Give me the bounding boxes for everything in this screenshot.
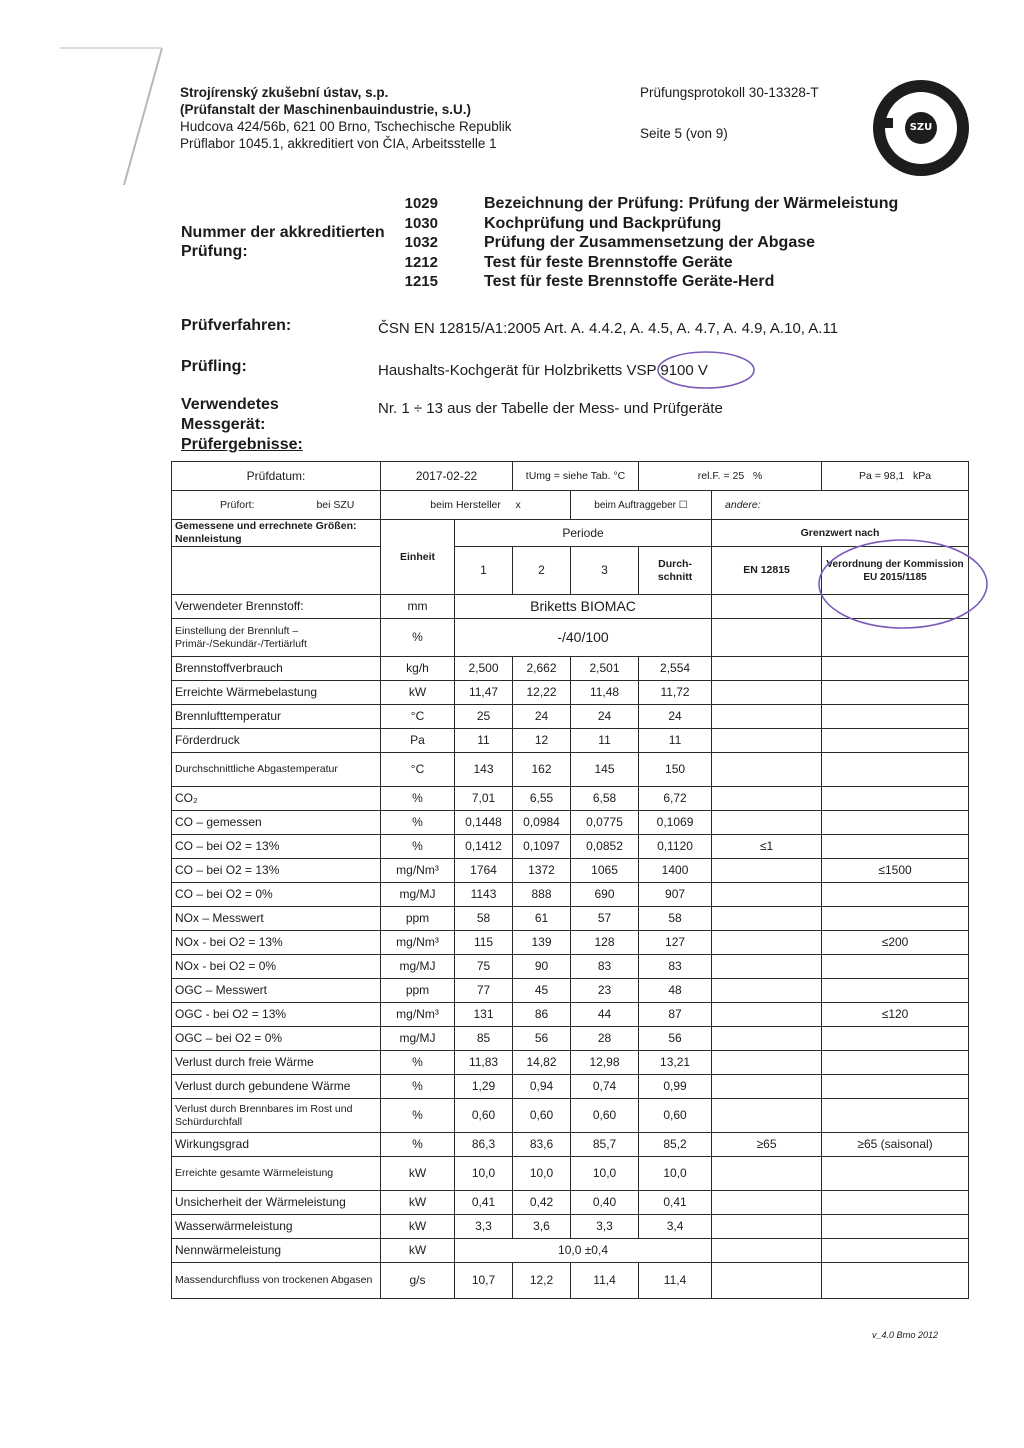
row-period-3: 0,74 [571,1075,639,1099]
ambient-temp: tUmg = siehe Tab. °C [513,462,639,491]
row-unit: ppm [381,979,455,1003]
row-period-2: 83,6 [513,1133,571,1157]
szu-logo [873,80,969,176]
row-period-3: 128 [571,931,639,955]
row-limit-eu [822,1027,969,1051]
row-unit: mg/MJ [381,955,455,979]
row-limit-en [712,1075,822,1099]
row-limit-en [712,1051,822,1075]
row-period-3: 11,48 [571,681,639,705]
row-limit-en [712,657,822,681]
row-period-3: 6,58 [571,787,639,811]
row-period-1: 0,1412 [455,835,513,859]
method-value: ČSN EN 12815/A1:2005 Art. A. 4.4.2, A. 4.5, A. 4.7, A. 4.9, A.10, A.11 [378,320,839,337]
row-limit-en [712,1099,822,1133]
massflow-p3: 11,4 [571,1263,639,1299]
institute-name: Strojírenský zkušební ústav, s.p. [180,85,389,100]
row-period-3: 0,0852 [571,835,639,859]
table-row [172,753,969,787]
row-name: Wasserwärmeleistung [172,1215,381,1239]
row-name: Durchschnittliche Abgastemperatur [172,753,381,787]
table-row [172,1191,969,1215]
place-client: beim Auftraggeber ☐ [571,491,712,520]
row-limit-en [712,705,822,729]
row-limit-eu [822,1215,969,1239]
row-name: Verlust durch Brennbares im Rost und Schürdurchfall [172,1099,381,1133]
date-label: Prüfdatum: [172,462,381,491]
row-average: 11 [639,729,712,753]
row-limit-en [712,931,822,955]
row-unit: kW [381,681,455,705]
row-limit-en [712,1191,822,1215]
row-period-3: 10,0 [571,1157,639,1191]
row-average: 3,4 [639,1215,712,1239]
row-period-1: 7,01 [455,787,513,811]
table-row [172,705,969,729]
row-average: 127 [639,931,712,955]
logo-text: SZU [905,112,937,144]
device-value: Nr. 1 ÷ 13 aus der Tabelle der Mess- und Prüfgeräte [378,400,723,417]
accredited-names [484,194,898,292]
row-limit-en: ≤1 [712,835,822,859]
protocol-number: Prüfungsprotokoll 30-13328-T [640,85,819,100]
row-unit: °C [381,705,455,729]
row-name: Verlust durch freie Wärme [172,1051,381,1075]
table-row [172,811,969,835]
row-unit: % [381,811,455,835]
date-value: 2017-02-22 [381,462,513,491]
place-manufacturer: beim Hersteller x [381,491,571,520]
row-period-3: 690 [571,883,639,907]
row-limit-en [712,1215,822,1239]
institute-block [180,84,511,152]
row-name: Erreichte Wärmebelastung [172,681,381,705]
row-limit-eu: ≥65 (saisonal) [822,1133,969,1157]
row-limit-eu [822,1099,969,1133]
row-limit-eu [822,1051,969,1075]
row-limit-eu [822,729,969,753]
row-period-2: 139 [513,931,571,955]
row-period-3: 44 [571,1003,639,1027]
row-period-2: 10,0 [513,1157,571,1191]
row-limit-en [712,1157,822,1191]
row-period-3: 0,60 [571,1099,639,1133]
row-unit: % [381,1099,455,1133]
row-period-3: 24 [571,705,639,729]
test-name-5: Test für feste Brennstoffe Geräte-Herd [484,273,775,291]
row-limit-eu: ≤120 [822,1003,969,1027]
row-average: 58 [639,907,712,931]
row-average: 83 [639,955,712,979]
nominal-label: Nennwärmeleistung [172,1239,381,1263]
row-limit-eu [822,907,969,931]
test-name-4: Test für feste Brennstoffe Geräte [484,253,733,271]
lab-accreditation: Prüflabor 1045.1, akkreditiert von ČIA, Arbeitsstelle 1 [180,136,497,151]
row-unit: % [381,1133,455,1157]
place-label: Prüfort: bei SZU [172,491,381,520]
unit-header: Einheit [381,520,455,595]
accredited-codes [398,194,438,292]
row-limit-eu [822,1191,969,1215]
row-limit-en [712,979,822,1003]
row-name: Verlust durch gebundene Wärme [172,1075,381,1099]
row-period-1: 10,0 [455,1157,513,1191]
row-limit-eu: ≤200 [822,931,969,955]
row-period-1: 1764 [455,859,513,883]
row-average: 907 [639,883,712,907]
row-limit-en [712,787,822,811]
period-3: 3 [571,547,639,595]
row-name: Förderdruck [172,729,381,753]
code-1: 1029 [404,195,438,212]
row-limit-en [712,811,822,835]
row-limit-en [712,859,822,883]
row-name: NOx - bei O2 = 0% [172,955,381,979]
row-limit-eu [822,1075,969,1099]
row-period-1: 86,3 [455,1133,513,1157]
limit-header: Grenzwert nach [712,520,969,547]
row-limit-en [712,753,822,787]
row-period-2: 0,0984 [513,811,571,835]
row-period-2: 86 [513,1003,571,1027]
row-period-3: 145 [571,753,639,787]
table-row [172,729,969,753]
row-average: 0,60 [639,1099,712,1133]
device-label-2: Messgerät: [181,416,266,433]
row-unit: % [381,1051,455,1075]
row-period-2: 0,60 [513,1099,571,1133]
row-limit-eu [822,753,969,787]
period-2: 2 [513,547,571,595]
row-period-1: 2,500 [455,657,513,681]
place-row [172,491,969,520]
measurement-rows [172,657,969,1239]
row-unit: mg/MJ [381,883,455,907]
row-name: OGC – bei O2 = 0% [172,1027,381,1051]
row-limit-eu [822,657,969,681]
air-value: -/40/100 [455,619,712,657]
row-average: 10,0 [639,1157,712,1191]
fuel-unit: mm [381,595,455,619]
row-average: 150 [639,753,712,787]
row-period-1: 0,1448 [455,811,513,835]
row-average: 0,1069 [639,811,712,835]
row-period-2: 0,1097 [513,835,571,859]
row-period-1: 0,60 [455,1099,513,1133]
row-name: Brennstoffverbrauch [172,657,381,681]
row-average: 1400 [639,859,712,883]
row-limit-eu [822,1157,969,1191]
nominal-row [172,1239,969,1263]
row-unit: kg/h [381,657,455,681]
row-unit: mg/Nm³ [381,859,455,883]
row-unit: ppm [381,907,455,931]
accredited-label: Nummer der akkreditierten Prüfung: [181,224,385,260]
nominal-unit: kW [381,1239,455,1263]
row-limit-eu [822,835,969,859]
massflow-avg: 11,4 [639,1263,712,1299]
row-limit-eu [822,705,969,729]
test-name-3: Prüfung der Zusammensetzung der Abgase [484,234,816,252]
row-period-3: 3,3 [571,1215,639,1239]
row-average: 48 [639,979,712,1003]
massflow-label: Massendurchfluss von trockenen Abgasen [172,1263,381,1299]
row-period-1: 1143 [455,883,513,907]
code-5: 1215 [404,273,438,291]
row-limit-en [712,907,822,931]
row-period-2: 6,55 [513,787,571,811]
page-number: Seite 5 (von 9) [640,126,728,141]
table-row [172,1157,969,1191]
row-average: 24 [639,705,712,729]
row-average: 2,554 [639,657,712,681]
row-period-1: 143 [455,753,513,787]
scan-corner-mark [0,0,180,200]
device-label-1: Verwendetes [181,396,279,413]
air-pressure: Pa = 98,1 kPa [822,462,969,491]
row-period-3: 57 [571,907,639,931]
row-average: 85,2 [639,1133,712,1157]
row-limit-eu [822,955,969,979]
row-period-1: 3,3 [455,1215,513,1239]
place-other: andere: [712,491,969,520]
row-period-3: 1065 [571,859,639,883]
test-name-1: Bezeichnung der Prüfung: Prüfung der Wärmeleistung [484,195,899,212]
massflow-unit: g/s [381,1263,455,1299]
test-name-2: Kochprüfung und Backprüfung [484,214,722,232]
place-szu: bei SZU [316,498,355,511]
row-name: CO – bei O2 = 13% [172,859,381,883]
row-period-1: 1,29 [455,1075,513,1099]
row-period-3: 23 [571,979,639,1003]
period-1: 1 [455,547,513,595]
massflow-p1: 10,7 [455,1263,513,1299]
table-row [172,907,969,931]
table-row [172,1215,969,1239]
row-unit: kW [381,1157,455,1191]
row-limit-eu [822,787,969,811]
row-period-2: 3,6 [513,1215,571,1239]
row-limit-en [712,681,822,705]
row-period-1: 58 [455,907,513,931]
table-row [172,955,969,979]
row-unit: kW [381,1191,455,1215]
row-period-2: 90 [513,955,571,979]
specimen-label: Prüfling: [181,358,247,375]
row-limit-en: ≥65 [712,1133,822,1157]
row-name: Wirkungsgrad [172,1133,381,1157]
row-limit-en [712,1027,822,1051]
row-name: CO₂ [172,787,381,811]
table-row [172,657,969,681]
row-period-2: 24 [513,705,571,729]
row-period-2: 12 [513,729,571,753]
row-period-2: 0,42 [513,1191,571,1215]
massflow-row [172,1263,969,1299]
table-row [172,787,969,811]
row-name: OGC – Messwert [172,979,381,1003]
table-row [172,1099,969,1133]
row-name: CO – bei O2 = 13% [172,835,381,859]
row-period-2: 0,94 [513,1075,571,1099]
row-limit-en [712,955,822,979]
table-row [172,1051,969,1075]
row-period-2: 45 [513,979,571,1003]
row-average: 13,21 [639,1051,712,1075]
specimen-value: Haushalts-Kochgerät für Holzbriketts VSP 9100 V [378,362,708,379]
row-unit: °C [381,753,455,787]
row-period-1: 115 [455,931,513,955]
row-period-3: 2,501 [571,657,639,681]
row-unit: % [381,787,455,811]
row-period-2: 61 [513,907,571,931]
row-period-1: 77 [455,979,513,1003]
row-period-1: 11 [455,729,513,753]
row-period-2: 12,22 [513,681,571,705]
row-unit: mg/Nm³ [381,1003,455,1027]
eu-regulation-header: Verordnung der Kommission EU 2015/1185 [822,547,969,595]
row-period-3: 11 [571,729,639,753]
row-unit: % [381,1075,455,1099]
row-name: NOx – Messwert [172,907,381,931]
row-period-2: 2,662 [513,657,571,681]
row-period-3: 0,40 [571,1191,639,1215]
table-row [172,883,969,907]
row-period-1: 75 [455,955,513,979]
row-name: CO – bei O2 = 0% [172,883,381,907]
row-name: CO – gemessen [172,811,381,835]
table-row [172,1075,969,1099]
row-unit: % [381,835,455,859]
row-limit-eu [822,979,969,1003]
table-row [172,681,969,705]
row-average: 87 [639,1003,712,1027]
code-2: 1030 [404,214,438,232]
row-average: 0,99 [639,1075,712,1099]
row-name: Unsicherheit der Wärmeleistung [172,1191,381,1215]
table-row [172,931,969,955]
row-unit: kW [381,1215,455,1239]
row-limit-en [712,729,822,753]
date-row [172,462,969,491]
row-period-1: 11,47 [455,681,513,705]
row-name: Erreichte gesamte Wärmeleistung [172,1157,381,1191]
row-limit-en [712,883,822,907]
row-limit-eu [822,681,969,705]
average-header: Durch-schnitt [639,547,712,595]
row-unit: mg/MJ [381,1027,455,1051]
row-period-1: 25 [455,705,513,729]
row-period-1: 85 [455,1027,513,1051]
row-limit-en [712,1003,822,1027]
row-unit: Pa [381,729,455,753]
table-row [172,1027,969,1051]
row-period-3: 83 [571,955,639,979]
row-period-1: 0,41 [455,1191,513,1215]
row-average: 0,1120 [639,835,712,859]
row-period-2: 14,82 [513,1051,571,1075]
institute-address: Hudcova 424/56b, 621 00 Brno, Tschechische Republik [180,119,512,134]
table-row [172,1003,969,1027]
eu-column-highlight-circle [815,534,990,634]
row-period-3: 12,98 [571,1051,639,1075]
institute-name-de: (Prüfanstalt der Maschinenbauindustrie, s.U.) [180,102,472,117]
row-name: OGC - bei O2 = 13% [172,1003,381,1027]
row-average: 6,72 [639,787,712,811]
relative-humidity: rel.F. = 25 % [639,462,822,491]
version-note: v_4.0 Brno 2012 [872,1330,939,1340]
row-period-2: 56 [513,1027,571,1051]
row-period-2: 888 [513,883,571,907]
measured-header: Gemessene und errechnete Größen: Nennleistung [172,520,381,547]
row-period-3: 28 [571,1027,639,1051]
row-average: 56 [639,1027,712,1051]
row-period-1: 11,83 [455,1051,513,1075]
table-row [172,859,969,883]
row-period-2: 1372 [513,859,571,883]
row-period-3: 0,0775 [571,811,639,835]
code-3: 1032 [404,234,438,252]
row-limit-eu [822,811,969,835]
fuel-label: Verwendeter Brennstoff: [172,595,381,619]
code-4: 1212 [404,253,438,271]
table-row [172,1133,969,1157]
row-limit-eu [822,883,969,907]
en-norm-header: EN 12815 [712,547,822,595]
specimen-highlight-circle [650,346,760,396]
table-row [172,835,969,859]
row-period-3: 85,7 [571,1133,639,1157]
row-period-1: 131 [455,1003,513,1027]
massflow-p2: 12,2 [513,1263,571,1299]
fuel-value: Briketts BIOMAC [455,595,712,619]
row-average: 11,72 [639,681,712,705]
place-x-mark: x [515,498,521,511]
nominal-value: 10,0 ±0,4 [455,1239,712,1263]
period-header: Periode [455,520,712,547]
row-average: 0,41 [639,1191,712,1215]
row-unit: mg/Nm³ [381,931,455,955]
row-name: NOx - bei O2 = 13% [172,931,381,955]
air-unit: % [381,619,455,657]
method-label: Prüfverfahren: [181,317,292,334]
results-label: Prüfergebnisse: [181,436,303,453]
row-limit-eu: ≤1500 [822,859,969,883]
table-row [172,979,969,1003]
row-name: Brennlufttemperatur [172,705,381,729]
air-label: Einstellung der Brennluft – Primär-/Sekundär-/Tertiärluft [172,619,381,657]
row-period-2: 162 [513,753,571,787]
